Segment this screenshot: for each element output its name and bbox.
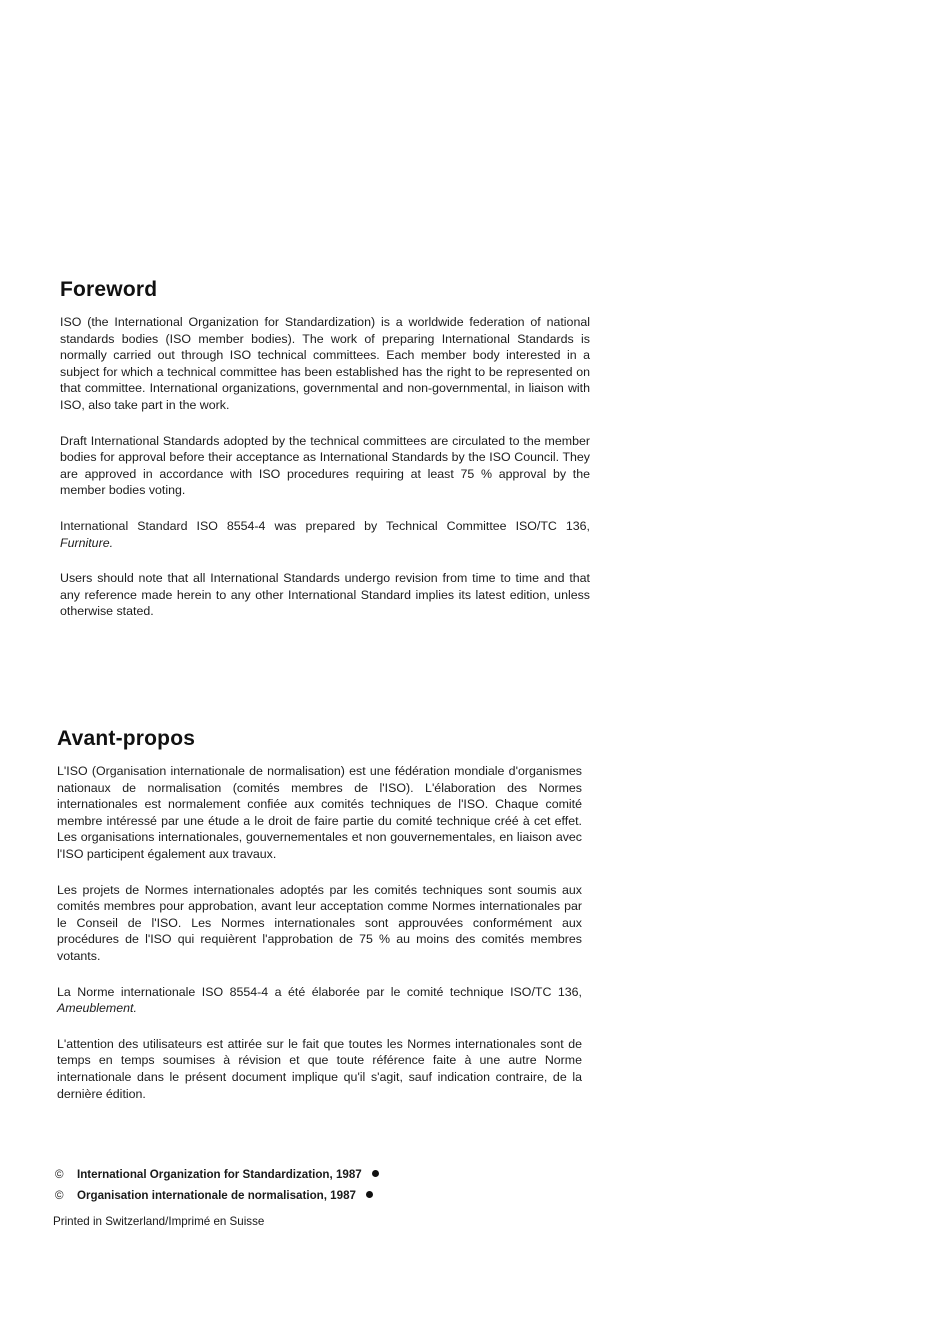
copyright-symbol: ©	[55, 1168, 64, 1181]
bullet-dot-icon	[372, 1170, 379, 1177]
avant-propos-paragraph-3-text: La Norme internationale ISO 8554-4 a été élaborée par le comité technique ISO/TC 136,	[57, 984, 582, 999]
copyright-line-en	[55, 1164, 475, 1185]
foreword-committee-name: Furniture.	[60, 535, 114, 550]
printed-in-note: Printed in Switzerland/Imprimé en Suisse	[53, 1215, 265, 1228]
avant-propos-paragraph-3	[57, 984, 582, 1017]
avant-propos-heading: Avant-propos	[57, 727, 196, 750]
foreword-heading: Foreword	[60, 278, 158, 301]
avant-propos-paragraph-1: L'ISO (Organisation internationale de normalisation) est une fédération mondiale d'organismes nationaux de normalisation (comités membres de l'ISO). L'élaboration des Normes internationales est normalement confiée aux comités techniques de l'ISO. Chaque comité membre intéressé par une étude a le droit de faire partie du comité technique créé à cet effet. Les organisations internationales, gouvernementales et non gouvernementales, en liaison avec l'ISO participent également aux travaux.	[57, 764, 582, 861]
copyright-block	[55, 1164, 475, 1206]
avant-propos-section	[57, 727, 582, 1121]
foreword-section	[60, 278, 590, 639]
avant-propos-committee-name: Ameublement.	[57, 1001, 137, 1016]
copyright-line-fr	[55, 1185, 475, 1206]
avant-propos-paragraph-4: L'attention des utilisateurs est attirée sur le fait que toutes les Normes internationales sont de temps en temps soumises à révision et que toute référence faite à une autre Norme internationale dans le présent document implique qu'il s'agit, sauf indication contraire, de la dernière édition.	[57, 1036, 582, 1101]
foreword-paragraph-3-text: International Standard ISO 8554-4 was prepared by Technical Committee ISO/TC 136,	[60, 518, 590, 533]
bullet-dot-icon	[366, 1191, 373, 1198]
foreword-paragraph-2: Draft International Standards adopted by the technical committees are circulated to the member bodies for approval before their acceptance as International Standards by the ISO Council. They are approved in accordance with ISO procedures requiring at least 75 % approval by the member bodies voting.	[60, 433, 590, 498]
copyright-text-fr: Organisation internationale de normalisation, 1987	[77, 1189, 356, 1202]
foreword-paragraph-4: Users should note that all International Standards undergo revision from time to time and that any reference made herein to any other International Standard implies its latest edition, unless otherwise stated.	[60, 571, 590, 619]
avant-propos-paragraph-2: Les projets de Normes internationales adoptés par les comités techniques sont soumis aux comités membres pour approbation, avant leur acceptation comme Normes internationales par le Conseil de l'ISO. Les Normes internationales sont approuvées conformément aux procédures de l'ISO qui requièrent l'approbation de 75 % au moins des comités membres votants.	[57, 882, 582, 963]
copyright-symbol: ©	[55, 1189, 64, 1202]
copyright-text-en: International Organization for Standardization, 1987	[77, 1168, 362, 1181]
foreword-paragraph-1: ISO (the International Organization for Standardization) is a worldwide federation of national standards bodies (ISO member bodies). The work of preparing International Standards is normally carried out through ISO technical committees. Each member body interested in a subject for which a technical committee has been established has the right to be represented on that committee. International organizations, governmental and non-governmental, in liaison with ISO, also take part in the work.	[60, 315, 590, 412]
foreword-paragraph-3	[60, 518, 590, 551]
